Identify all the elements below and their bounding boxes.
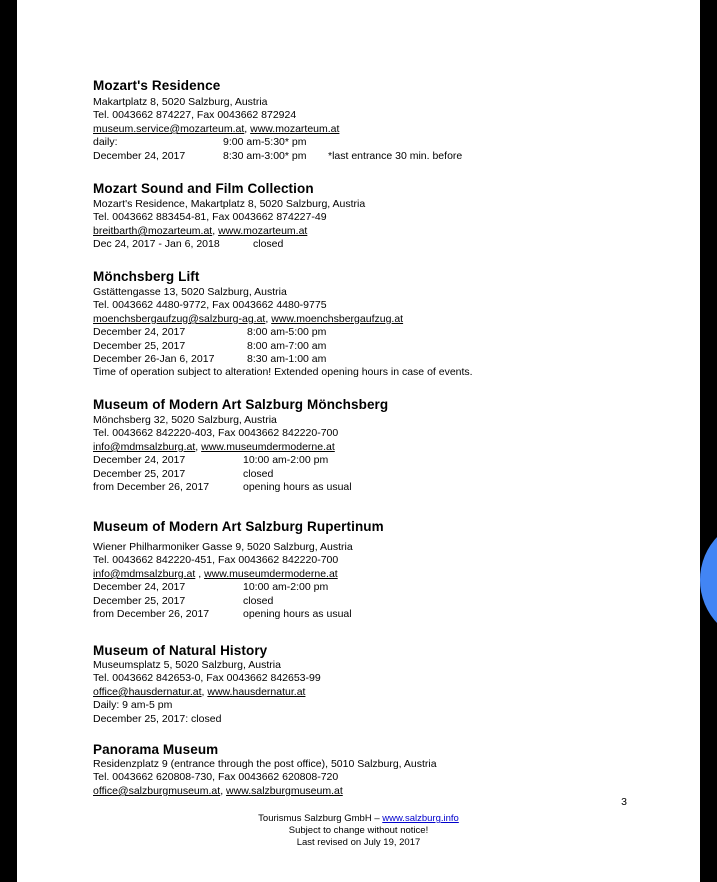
email-link[interactable]: info@mdmsalzburg.at <box>93 567 196 580</box>
schedule-row <box>93 326 663 339</box>
section-address: Gstättengasse 13, 5020 Salzburg, Austria <box>93 286 287 298</box>
schedule-value: 10:00 am-2:00 pm <box>243 581 329 594</box>
footer-publisher-text: Tourismus Salzburg GmbH – <box>258 813 383 824</box>
section-links <box>93 568 663 581</box>
section-phone: Tel. 0043662 4480-9772, Fax 0043662 4480-9775 <box>93 299 327 312</box>
schedule-row <box>93 581 663 594</box>
website-link[interactable]: www.mozarteum.at <box>250 122 340 135</box>
website-link[interactable]: www.salzburgmuseum.at <box>226 784 343 797</box>
section-phone: Tel. 0043662 842653-0, Fax 0043662 842653-99 <box>93 672 321 685</box>
schedule-label: December 25, 2017 <box>93 467 186 480</box>
museum-section <box>93 643 663 726</box>
section-phone: Tel. 0043662 874227, Fax 0043662 872924 <box>93 109 297 122</box>
page-number: 3 <box>621 796 627 808</box>
email-link[interactable]: moenchsbergaufzug@salzburg-ag.at <box>93 312 266 325</box>
schedule-label: Dec 24, 2017 - Jan 6, 2018 <box>93 238 220 251</box>
footer-website-link[interactable]: www.salzburg.info <box>382 813 459 824</box>
right-letterbox <box>700 0 717 882</box>
schedule-label: from December 26, 2017 <box>93 608 210 621</box>
link-separator: , <box>212 224 219 237</box>
section-links <box>93 785 663 798</box>
document-page <box>17 0 700 882</box>
section-phone: Tel. 0043662 883454-81, Fax 0043662 874227-49 <box>93 211 327 224</box>
email-link[interactable]: breitbarth@mozarteum.at <box>93 224 213 237</box>
schedule-value: 9:00 am-5:30* pm <box>223 136 307 149</box>
schedule-label: December 25, 2017 <box>93 594 186 607</box>
email-link[interactable]: info@mdmsalzburg.at <box>93 440 196 453</box>
section-address: Mönchsberg 32, 5020 Salzburg, Austria <box>93 414 277 426</box>
schedule-row <box>93 608 663 621</box>
schedule-row <box>93 150 663 163</box>
schedule-value: 8:00 am-7:00 am <box>247 339 327 352</box>
schedule-value: 10:00 am-2:00 pm <box>243 454 329 467</box>
schedule-value: closed <box>243 594 274 607</box>
email-link[interactable]: office@hausdernatur.at <box>93 685 202 698</box>
schedule-label: December 24, 2017 <box>93 581 186 594</box>
email-link[interactable]: office@salzburgmuseum.at <box>93 784 221 797</box>
schedule-note: *last entrance 30 min. before <box>328 149 463 162</box>
schedule-value: closed <box>253 238 284 251</box>
section-title: Mozart's Residence <box>93 78 221 93</box>
section-links <box>93 441 663 454</box>
schedule-value: closed <box>243 467 274 480</box>
section-phone: Tel. 0043662 842220-451, Fax 0043662 842220-700 <box>93 554 339 567</box>
website-link[interactable]: www.hausdernatur.at <box>207 685 306 698</box>
section-title: Museum of Modern Art Salzburg Rupertinum <box>93 519 384 534</box>
section-title: Mozart Sound and Film Collection <box>93 181 314 196</box>
museum-section <box>93 519 663 621</box>
link-separator: , <box>195 567 205 580</box>
footer-notice: Subject to change without notice! <box>288 824 429 836</box>
page-footer <box>17 813 700 848</box>
schedule-value: 8:00 am-5:00 pm <box>247 326 327 339</box>
section-note: Time of operation subject to alteration! Extended opening hours in case of events. <box>93 366 473 379</box>
schedule-label: December 25, 2017 <box>93 339 186 352</box>
schedule-label: daily: <box>93 136 118 149</box>
footer-publisher-line <box>17 813 700 825</box>
schedule-label: from December 26, 2017 <box>93 481 210 494</box>
museum-section <box>93 78 663 163</box>
schedule-label: December 24, 2017 <box>93 149 186 162</box>
left-letterbox <box>0 0 17 882</box>
section-address: Wiener Philharmoniker Gasse 9, 5020 Salzburg, Austria <box>93 541 353 553</box>
website-link[interactable]: www.museumdermoderne.at <box>201 440 335 453</box>
museum-section <box>93 742 663 798</box>
section-address: Museumsplatz 5, 5020 Salzburg, Austria <box>93 659 281 671</box>
footer-revision: Last revised on July 19, 2017 <box>296 836 421 848</box>
section-address: Residenzplatz 9 (entrance through the post office), 5010 Salzburg, Austria <box>93 758 437 770</box>
schedule-value: opening hours as usual <box>243 608 352 621</box>
section-address: Mozart's Residence, Makartplatz 8, 5020 Salzburg, Austria <box>93 198 366 210</box>
section-phone: Tel. 0043662 620808-730, Fax 0043662 620808-720 <box>93 771 339 784</box>
schedule-row <box>93 353 663 366</box>
schedule-label: December 24, 2017 <box>93 326 186 339</box>
section-title: Panorama Museum <box>93 742 219 757</box>
section-title: Museum of Modern Art Salzburg Mönchsberg <box>93 397 389 412</box>
link-separator: , <box>244 122 251 135</box>
schedule-plain-line: Daily: 9 am-5 pm <box>93 699 173 712</box>
schedule-row <box>93 481 663 494</box>
section-links <box>93 225 663 238</box>
schedule-value: 8:30 am-3:00* pm <box>223 149 307 162</box>
website-link[interactable]: www.museumdermoderne.at <box>204 567 338 580</box>
section-links <box>93 686 663 699</box>
section-phone: Tel. 0043662 842220-403, Fax 0043662 842220-700 <box>93 427 339 440</box>
schedule-value: 8:30 am-1:00 am <box>247 353 327 366</box>
section-title: Mönchsberg Lift <box>93 269 200 284</box>
museum-section <box>93 397 663 494</box>
schedule-row <box>93 136 663 149</box>
schedule-row <box>93 454 663 467</box>
schedule-label: December 24, 2017 <box>93 454 186 467</box>
schedule-row <box>93 238 663 251</box>
section-links <box>93 123 663 136</box>
museum-section <box>93 181 663 252</box>
schedule-row <box>93 468 663 481</box>
link-separator: , <box>201 685 208 698</box>
website-link[interactable]: www.moenchsbergaufzug.at <box>271 312 404 325</box>
link-separator: , <box>265 312 272 325</box>
schedule-row <box>93 340 663 353</box>
section-title: Museum of Natural History <box>93 643 268 658</box>
schedule-value: opening hours as usual <box>243 481 352 494</box>
website-link[interactable]: www.mozarteum.at <box>218 224 308 237</box>
email-link[interactable]: museum.service@mozarteum.at <box>93 122 245 135</box>
schedule-label: December 26-Jan 6, 2017 <box>93 353 215 366</box>
museum-section <box>93 269 663 380</box>
schedule-plain-line: December 25, 2017: closed <box>93 712 222 725</box>
section-address: Makartplatz 8, 5020 Salzburg, Austria <box>93 96 268 108</box>
schedule-row <box>93 595 663 608</box>
section-links <box>93 313 663 326</box>
link-separator: , <box>195 440 202 453</box>
link-separator: , <box>220 784 227 797</box>
